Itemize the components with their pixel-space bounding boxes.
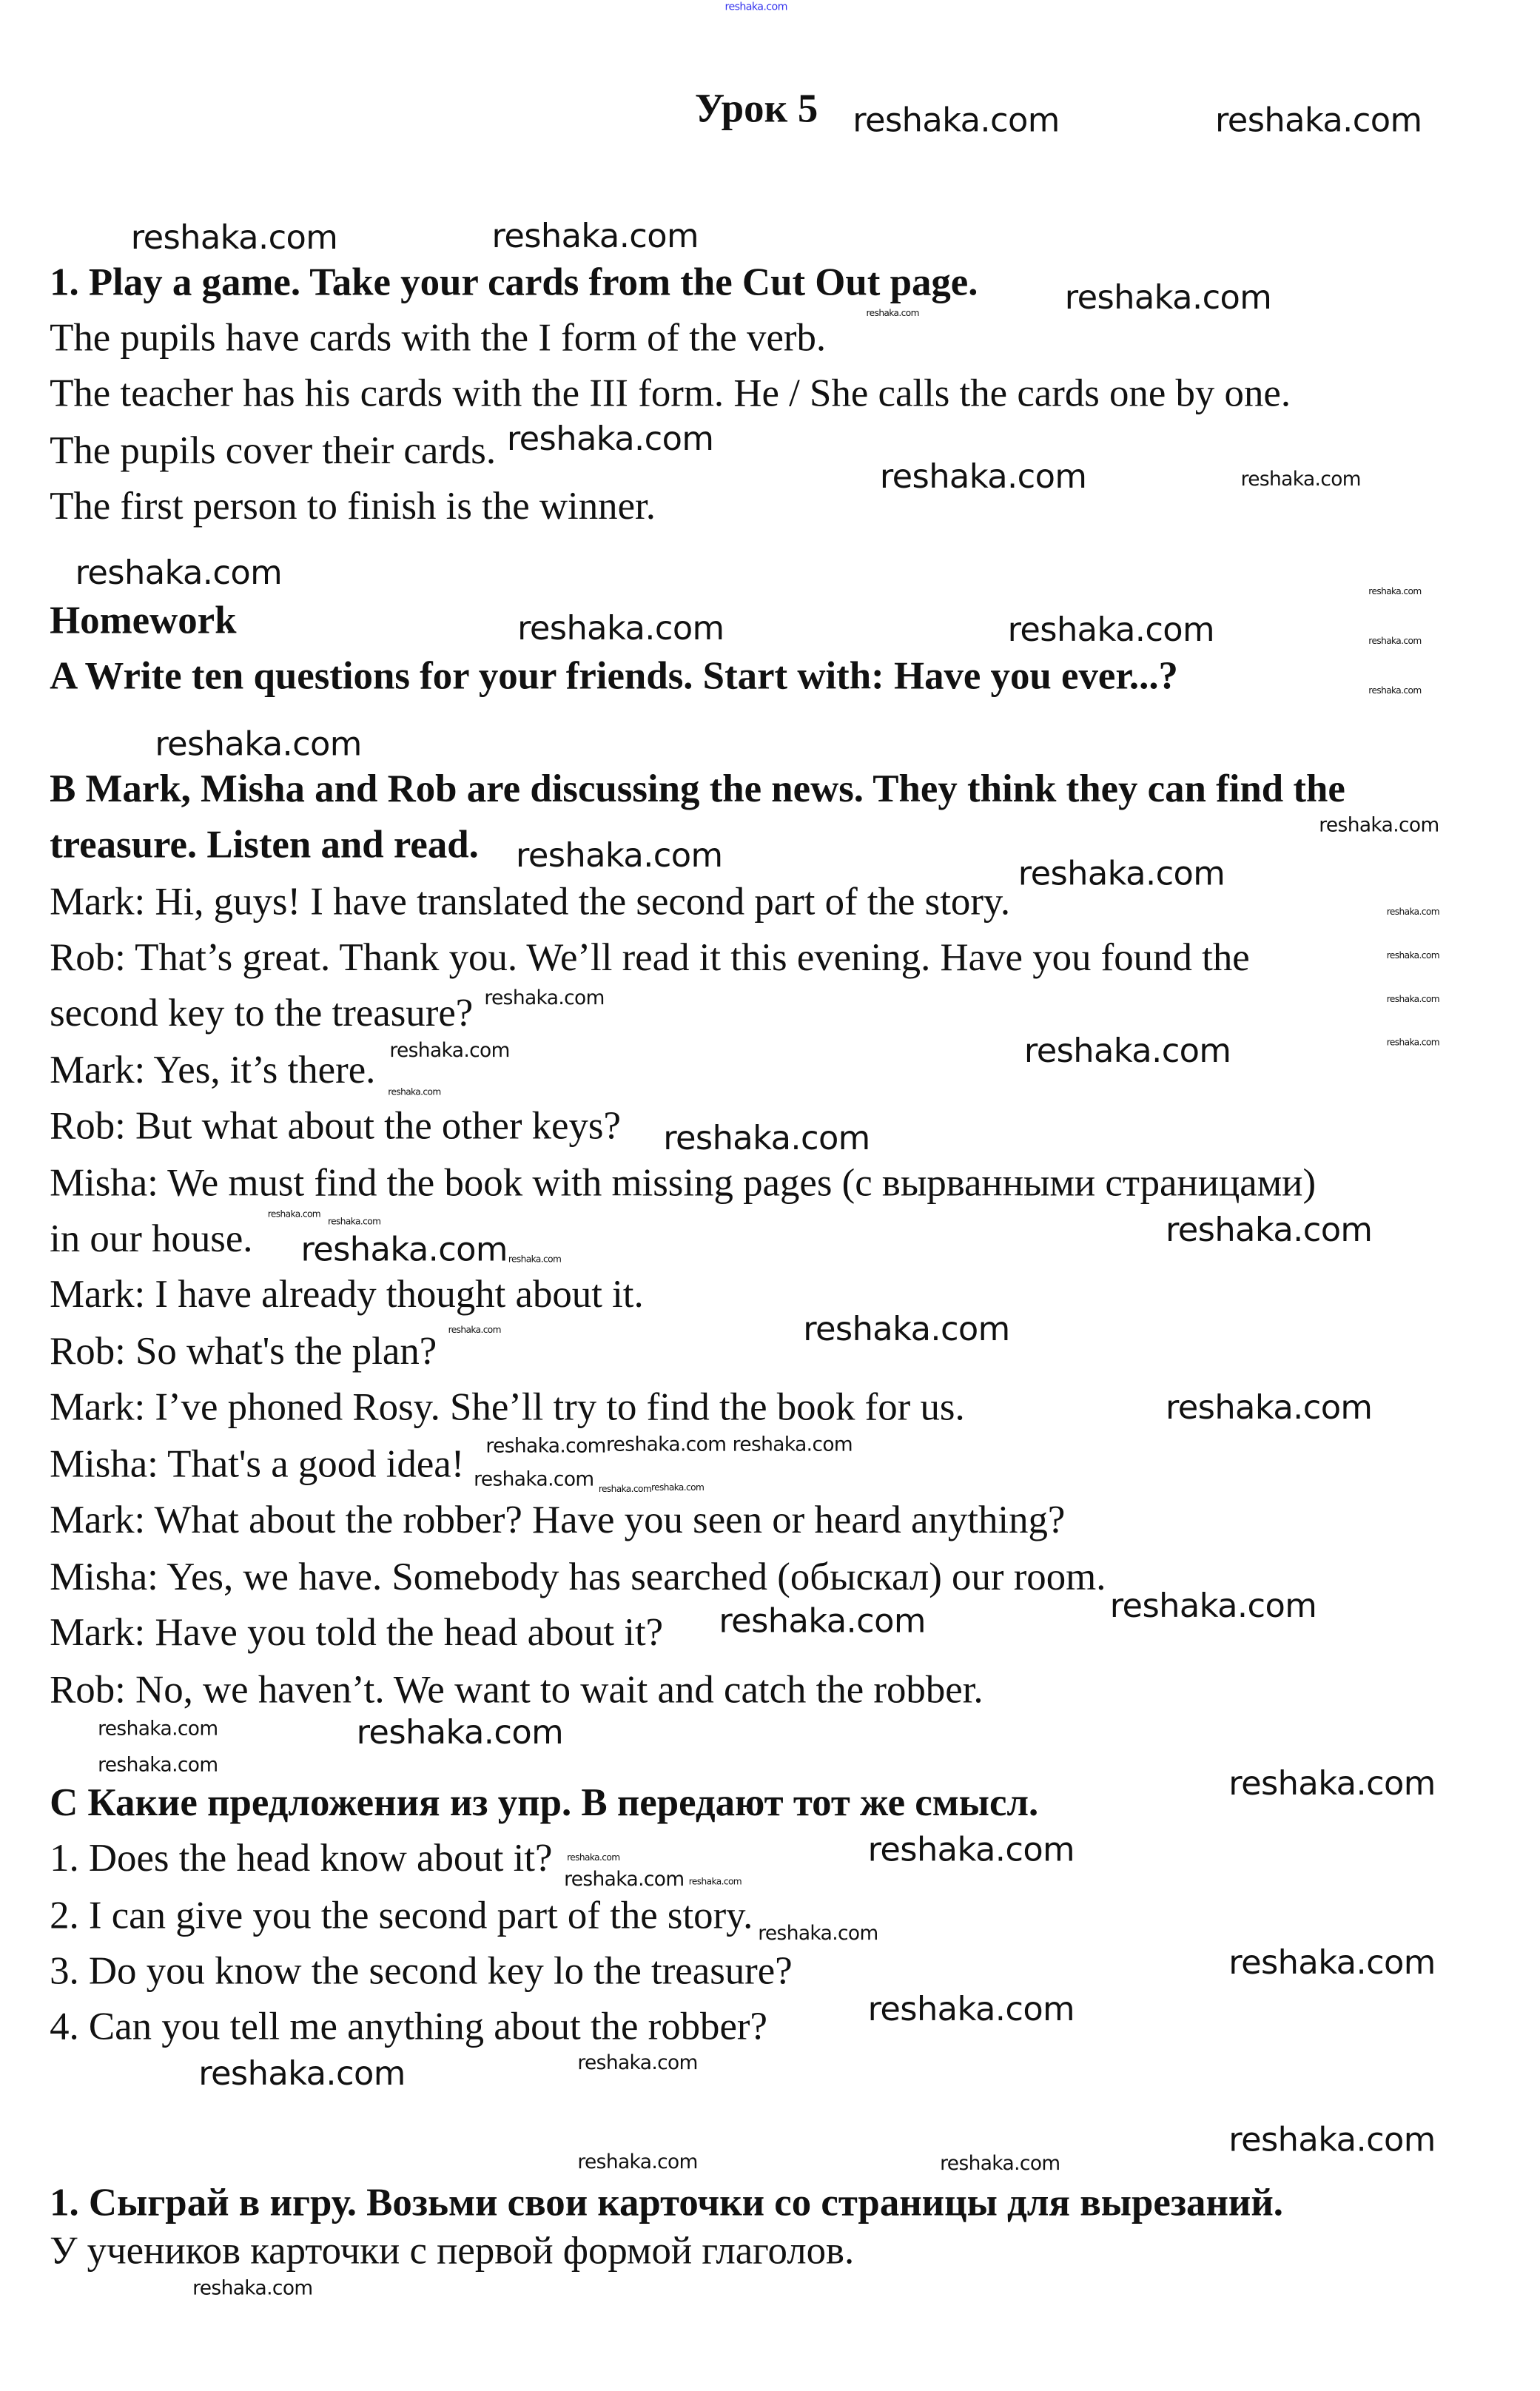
watermark-text: reshaka.com: [650, 1483, 705, 1494]
translation-heading: 1. Сыграй в игру. Возьми свои карточки со страницы для вырезаний.: [50, 2180, 1284, 2224]
exercise-1-heading: 1. Play a game. Take your cards from the Cut Out page.: [50, 260, 978, 304]
dialogue-line: second key to the treasure?: [50, 991, 474, 1035]
watermark-text: reshaka.com: [1228, 1766, 1436, 1804]
dialogue-line: Mark: What about the robber? Have you seen or heard anything?: [50, 1498, 1066, 1542]
watermark-text: reshaka.com: [567, 1852, 620, 1864]
watermark-text: reshaka.com: [1240, 468, 1361, 492]
watermark-text: reshaka.com: [198, 2056, 406, 2094]
dialogue-line: Misha: That's a good idea!: [50, 1442, 465, 1486]
watermark-text: reshaka.com: [300, 1231, 508, 1270]
watermark-text: reshaka.com: [758, 1923, 878, 1946]
watermark-text: reshaka.com: [940, 2153, 1060, 2176]
task-c-item: 2. I can give you the second part of the story.: [50, 1893, 753, 1937]
task-c-item: 4. Can you tell me anything about the robber?: [50, 2004, 767, 2048]
watermark-text: reshaka.com: [564, 1869, 685, 1891]
dialogue-line: Misha: We must find the book with missing pages (с вырванными страницами): [50, 1160, 1317, 1205]
watermark-text: reshaka.com: [577, 2151, 698, 2175]
watermark-text: reshaka.com: [1064, 280, 1272, 318]
watermark-text: reshaka.com: [130, 220, 338, 258]
text-line: The pupils have cards with the I form of the verb.: [50, 315, 827, 360]
dialogue-line: Mark: Yes, it’s there.: [50, 1048, 376, 1092]
task-c-item: 1. Does the head know about it?: [50, 1836, 553, 1880]
watermark-text: reshaka.com: [879, 459, 1087, 497]
task-c-item: 3. Do you know the second key lo the treasure?: [50, 1948, 793, 1993]
dialogue-line: Rob: That’s great. Thank you. We’ll read it this evening. Have you found the: [50, 935, 1250, 979]
watermark-text: reshaka.com: [1018, 855, 1225, 894]
watermark-text: reshaka.com: [192, 2278, 313, 2301]
watermark-text: reshaka.com: [598, 1484, 652, 1496]
watermark-text: reshaka.com: [98, 1718, 218, 1741]
task-a: A Write ten questions for your friends. Start with: Have you ever...?: [50, 654, 1178, 698]
watermark-text: reshaka.com: [328, 1217, 381, 1228]
translation-line: У учеников карточки с первой формой глаголов.: [50, 2228, 855, 2273]
watermark-text: reshaka.com: [663, 1120, 870, 1159]
watermark-text: reshaka.com: [484, 987, 605, 1011]
watermark-text: reshaka.com: [1368, 586, 1422, 598]
dialogue-line: Misha: Yes, we have. Somebody has searched (обыскал) our room.: [50, 1555, 1106, 1599]
lesson-title: Урок 5: [694, 85, 818, 131]
watermark-text: reshaka.com: [1165, 1212, 1373, 1251]
watermark-text: reshaka.com: [719, 1603, 926, 1641]
dialogue-line: Mark: Have you told the head about it?: [50, 1610, 664, 1655]
watermark-text: reshaka.com: [516, 838, 723, 876]
watermark-text: reshaka.com: [1215, 102, 1422, 141]
watermark-text: reshaka.com: [1007, 612, 1215, 650]
text-line: The pupils cover their cards.: [50, 428, 497, 473]
watermark-text: reshaka.com: [474, 1468, 594, 1492]
watermark-text: reshaka.com: [517, 611, 724, 649]
watermark-text: reshaka.com: [732, 1434, 853, 1457]
watermark-text: reshaka.com: [1386, 1038, 1440, 1049]
homework-heading: Homework: [50, 598, 237, 642]
dialogue-line: Rob: No, we haven’t. We want to wait and catch the robber.: [50, 1667, 983, 1712]
watermark-text: reshaka.com: [1368, 685, 1422, 697]
watermark-text: reshaka.com: [485, 1436, 606, 1459]
watermark-text: reshaka.com: [267, 1209, 321, 1220]
watermark-text: reshaka.com: [867, 1832, 1075, 1870]
task-c-heading: C Какие предложения из упр. В передают тот же смысл.: [50, 1780, 1039, 1825]
watermark-text: reshaka.com: [803, 1311, 1010, 1350]
watermark-text: reshaka.com: [688, 1877, 742, 1888]
watermark-text: reshaka.com: [1386, 994, 1440, 1005]
text-line: The teacher has his cards with the III form. He / She calls the cards one by one.: [50, 371, 1291, 415]
watermark-text: reshaka.com: [506, 421, 714, 460]
dialogue-line: Rob: But what about the other keys?: [50, 1103, 621, 1148]
watermark-text: reshaka.com: [853, 102, 1060, 141]
watermark-text: reshaka.com: [98, 1755, 218, 1778]
watermark-text: reshaka.com: [75, 555, 283, 593]
watermark-text: reshaka.com: [448, 1325, 501, 1336]
task-b-heading: treasure. Listen and read.: [50, 822, 479, 867]
watermark-text: reshaka.com: [388, 1087, 441, 1098]
dialogue-line: Rob: So what's the plan?: [50, 1329, 437, 1373]
dialogue-line: Mark: Hi, guys! I have translated the second part of the story.: [50, 879, 1011, 924]
dialogue-line: Mark: I’ve phoned Rosy. She’ll try to find the book for us.: [50, 1385, 965, 1429]
watermark-text: reshaka.com: [605, 1434, 727, 1457]
watermark-text: reshaka.com: [155, 727, 362, 764]
watermark-text: reshaka.com: [356, 1715, 564, 1753]
watermark-text: reshaka.com: [1386, 950, 1440, 961]
text-line: The first person to finish is the winner.: [50, 484, 656, 528]
dialogue-line: in our house.: [50, 1217, 253, 1260]
watermark-text: reshaka.com: [1228, 2122, 1436, 2160]
watermark-text: reshaka.com: [867, 1991, 1075, 2029]
watermark-text: reshaka.com: [577, 2052, 698, 2075]
watermark-text: reshaka.com: [1386, 907, 1440, 918]
watermark-text: reshaka.com: [724, 1, 787, 13]
watermark-text: reshaka.com: [1165, 1390, 1373, 1428]
watermark-text: reshaka.com: [1023, 1033, 1231, 1072]
dialogue-line: Mark: I have already thought about it.: [50, 1272, 644, 1316]
watermark-text: reshaka.com: [491, 218, 699, 256]
watermark-text: reshaka.com: [866, 308, 919, 320]
task-b-heading: B Mark, Misha and Rob are discussing the news. They think they can find the: [50, 767, 1345, 811]
watermark-text: reshaka.com: [389, 1040, 510, 1063]
watermark-text: reshaka.com: [1319, 814, 1439, 838]
watermark-text: reshaka.com: [1109, 1588, 1317, 1627]
watermark-text: reshaka.com: [1368, 636, 1422, 648]
watermark-text: reshaka.com: [1228, 1945, 1436, 1983]
watermark-text: reshaka.com: [508, 1254, 562, 1265]
